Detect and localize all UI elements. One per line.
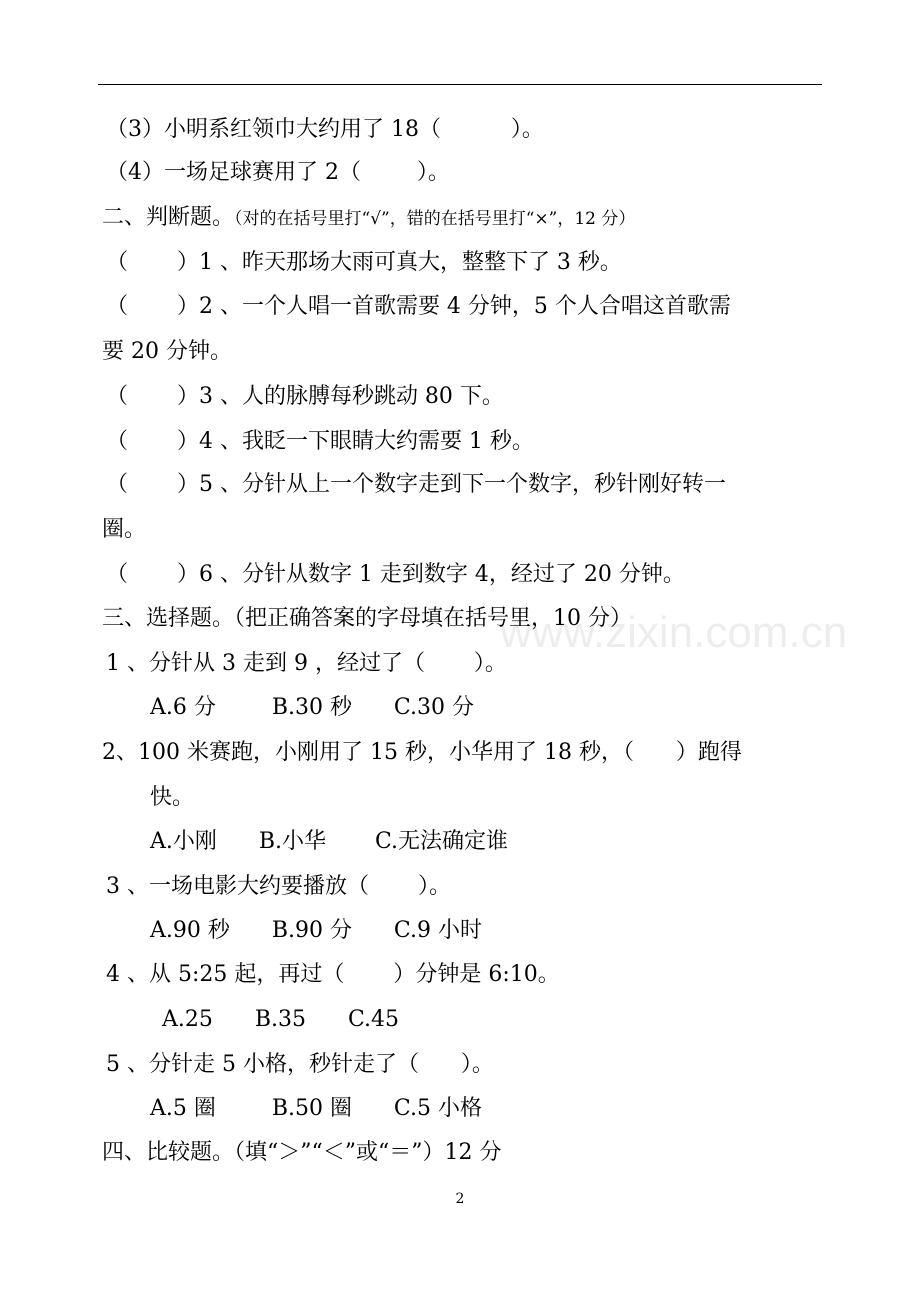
- choice-3-options: A.90 秒 B.90 分 C.9 小时: [150, 918, 482, 943]
- judge-item-1: （ ）1 、昨天那场大雨可真大，整整下了 3 秒。: [106, 250, 622, 275]
- choice-question-3: 3 、一场电影大约要播放（ ）。: [106, 874, 451, 899]
- choice-4-options: A.25 B.35 C.45: [162, 1007, 399, 1032]
- choice-5-options: A.5 圈 B.50 圈 C.5 小格: [150, 1096, 482, 1121]
- choice-question-1: 1 、分针从 3 走到 9 ，经过了（ ）。: [106, 651, 507, 676]
- choice-question-5: 5 、分针走 5 小格，秒针走了（ ）。: [106, 1052, 494, 1077]
- page-number: 2: [455, 1191, 465, 1207]
- judge-item-5-cont: 圈。: [102, 517, 147, 542]
- choice-1-options: A.6 分 B.30 秒 C.30 分: [150, 695, 474, 720]
- watermark: www.zixin.com.cn: [500, 608, 848, 657]
- section-2-note: （对的在括号里打“√”，错的在括号里打“×”，12 分）: [234, 209, 636, 229]
- choice-question-2: 2、100 米赛跑，小刚用了 15 秒，小华用了 18 秒，（ ）跑得: [102, 740, 742, 765]
- judge-item-2: （ ）2 、一个人唱一首歌需要 4 分钟，5 个人合唱这首歌需: [106, 294, 731, 319]
- judge-item-3: （ ）3 、人的脉膊每秒跳动 80 下。: [106, 384, 504, 409]
- judge-item-5: （ ）5 、分针从上一个数字走到下一个数字，秒针刚好转一: [106, 472, 726, 497]
- choice-question-2-cont: 快。: [150, 785, 195, 810]
- section-4-heading: 四、比较题。（填“＞”“＜”或“＝”）12 分: [102, 1140, 502, 1165]
- section-2-heading: [102, 203, 635, 234]
- question-1-3: （3）小明系红领巾大约用了 18（ ）。: [106, 117, 544, 142]
- judge-item-2-cont: 要 20 分钟。: [102, 339, 232, 364]
- question-1-4: （4）一场足球赛用了 2（ ）。: [106, 160, 450, 185]
- judge-item-4: （ ）4 、我眨一下眼睛大约需要 1 秒。: [106, 429, 534, 454]
- header-rule: [98, 84, 822, 85]
- choice-question-4: 4 、从 5:25 起，再过（ ）分钟是 6:10。: [106, 962, 560, 987]
- judge-item-6: （ ）6 、分针从数字 1 走到数字 4，经过了 20 分钟。: [106, 562, 685, 587]
- choice-2-options: A.小刚 B.小华 C.无法确定谁: [150, 829, 508, 854]
- section-2-title: 二、判断题。: [102, 205, 235, 230]
- section-3-heading: 三、选择题。（把正确答案的字母填在括号里，10 分）: [102, 606, 632, 631]
